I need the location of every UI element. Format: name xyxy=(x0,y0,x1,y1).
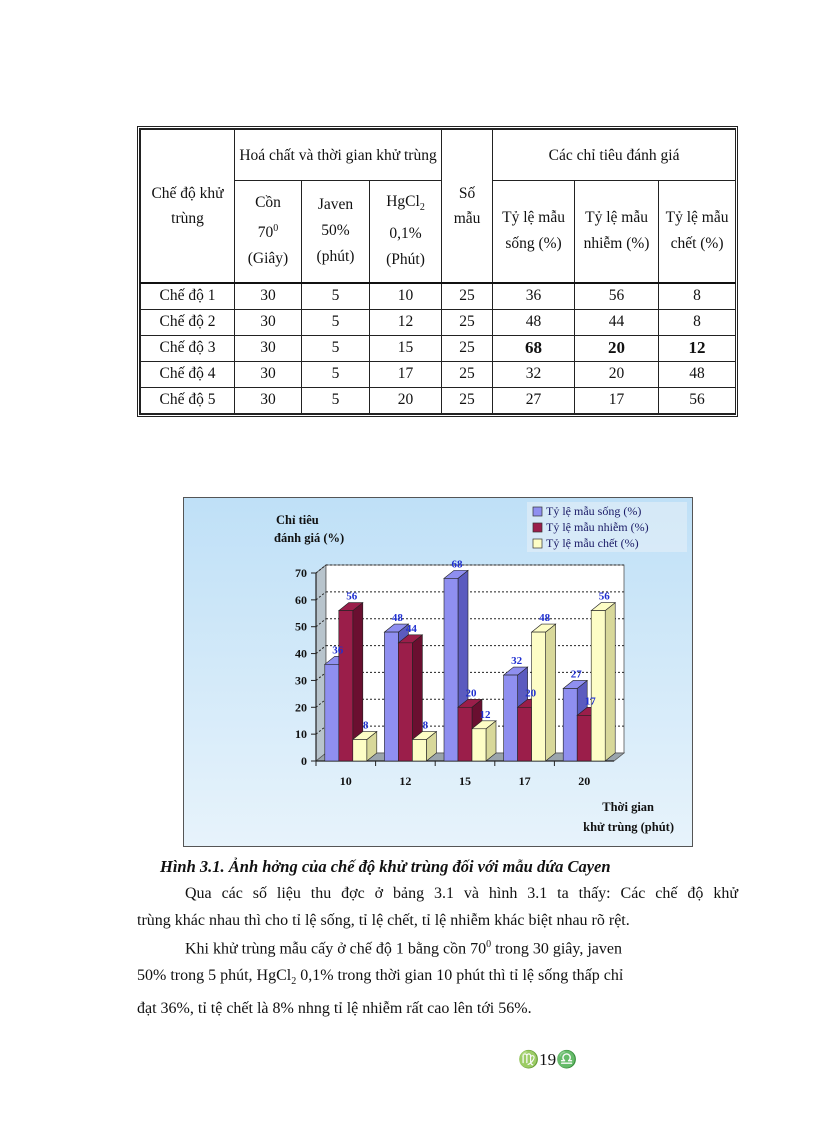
header-hgcl2: HgCl$_2$ 0,1% (Phút) xyxy=(370,181,442,283)
data-label: 27 xyxy=(570,668,582,681)
data-label: 56 xyxy=(346,590,358,603)
header-chemicals: Hoá chất và thời gian khử trùng xyxy=(235,130,442,181)
x-tick-label: 12 xyxy=(399,774,412,788)
paragraph-line: trùng khác nhau thì cho tỉ lệ sống, tỉ lệ chết, tỉ lệ nhiễm khác biệt nhau rõ rệt. xyxy=(137,911,630,929)
bar-chart xyxy=(183,497,693,847)
paragraph-1 xyxy=(137,881,738,934)
page-number: ♍19♎ xyxy=(518,1050,578,1069)
y-tick-label: 20 xyxy=(295,700,307,715)
sterilization-table xyxy=(140,129,736,414)
header-javen: Javen 50% (phút) xyxy=(302,181,370,283)
legend-swatch-live xyxy=(533,507,542,516)
data-label: 44 xyxy=(405,622,417,635)
results-table xyxy=(137,126,738,417)
table-row: Chế độ 2 30 5 12 25 48 44 8 xyxy=(141,309,736,335)
legend-label-live: Tỷ lệ mẫu sống (%) xyxy=(546,504,642,518)
x-axis-label-line2: khử trùng (phút) xyxy=(583,820,674,834)
data-label: 48 xyxy=(539,612,551,625)
x-axis-label-line1: Thời gian xyxy=(602,800,654,814)
table-row: Chế độ 3 30 5 15 25 68 20 12 xyxy=(141,335,736,361)
legend-label-dead: Tỷ lệ mẫu chết (%) xyxy=(546,536,639,550)
header-death-rate: Tỷ lệ mẫu chết (%) xyxy=(659,181,736,283)
header-evaluation: Các chỉ tiêu đánh giá xyxy=(493,130,736,181)
header-contamination-rate: Tỷ lệ mẫu nhiễm (%) xyxy=(575,181,659,283)
libra-glyph-icon: ♎ xyxy=(556,1050,578,1069)
figure-caption: Hình 3.1. Ảnh hởng của chế độ khử trùng đối với mẫu dứa Cayen xyxy=(160,857,611,876)
data-label: 17 xyxy=(584,695,596,708)
bar xyxy=(591,603,615,761)
data-label: 20 xyxy=(525,687,537,700)
paragraph-line: Qua các số liệu thu đợc ở bảng 3.1 và hình 3.1 ta thấy: Các chế độ khử xyxy=(185,885,738,902)
header-con: Cồn $70^0$ (Giây) xyxy=(235,181,302,283)
x-tick-label: 15 xyxy=(459,774,471,788)
table-row: Chế độ 5 30 5 20 25 27 17 56 xyxy=(141,387,736,413)
legend-label-contaminated: Tỷ lệ mẫu nhiễm (%) xyxy=(546,520,649,534)
bar xyxy=(472,721,496,761)
virgo-glyph-icon: ♍ xyxy=(518,1050,540,1069)
y-tick-label: 30 xyxy=(295,673,307,688)
header-sample-count: Số mẫu xyxy=(442,130,493,283)
x-tick-label: 10 xyxy=(339,774,352,788)
data-label: 56 xyxy=(598,590,610,603)
y-tick-label: 60 xyxy=(295,592,307,607)
paragraph-2 xyxy=(137,932,738,1022)
chart-legend xyxy=(527,502,687,552)
data-label: 48 xyxy=(391,612,403,625)
data-label: 12 xyxy=(479,708,491,721)
y-tick-label: 10 xyxy=(295,727,307,742)
table-row: Chế độ 1 30 5 10 25 36 56 8 xyxy=(141,283,736,310)
y-tick-label: 50 xyxy=(295,619,307,634)
y-tick-label: 40 xyxy=(295,646,307,661)
paragraph-line: đạt 36%, tỉ tệ chết là 8% nhng tỉ lệ nhiễm rất cao lên tới 56%. xyxy=(137,999,532,1017)
data-label: 36 xyxy=(332,644,344,657)
header-live-rate: Tỷ lệ mẫu sống (%) xyxy=(493,181,575,283)
y-tick-label: 70 xyxy=(295,566,307,580)
data-label: 20 xyxy=(465,687,477,700)
table-row: Chế độ 4 30 5 17 25 32 20 48 xyxy=(141,361,736,387)
data-label: 8 xyxy=(363,719,369,732)
data-label: 8 xyxy=(422,719,429,732)
x-tick-label: 20 xyxy=(578,774,591,788)
paragraph-line: 50% trong 5 phút, HgCl$_2$ 0,1% trong thời gian 10 phút thì tỉ lệ sống thấp chỉ xyxy=(137,966,624,988)
chart-canvas xyxy=(184,498,692,846)
paragraph-line: Khi khử trùng mẫu cấy ở chế độ 1 bằng cồn $70^0$ trong 30 giây, javen xyxy=(185,939,622,958)
header-corner: Chế độ khử trùng xyxy=(141,130,235,283)
data-label: 68 xyxy=(451,558,463,571)
chart-side-wall xyxy=(316,565,326,761)
legend-swatch-contaminated xyxy=(533,523,542,532)
x-tick-label: 17 xyxy=(518,774,531,788)
data-label: 32 xyxy=(511,655,523,668)
y-tick-label: 0 xyxy=(301,754,307,768)
legend-swatch-dead xyxy=(533,539,542,548)
y-axis-label-line2: đánh giá (%) xyxy=(274,531,345,545)
y-axis-label-line1: Chỉ tiêu xyxy=(276,513,319,527)
